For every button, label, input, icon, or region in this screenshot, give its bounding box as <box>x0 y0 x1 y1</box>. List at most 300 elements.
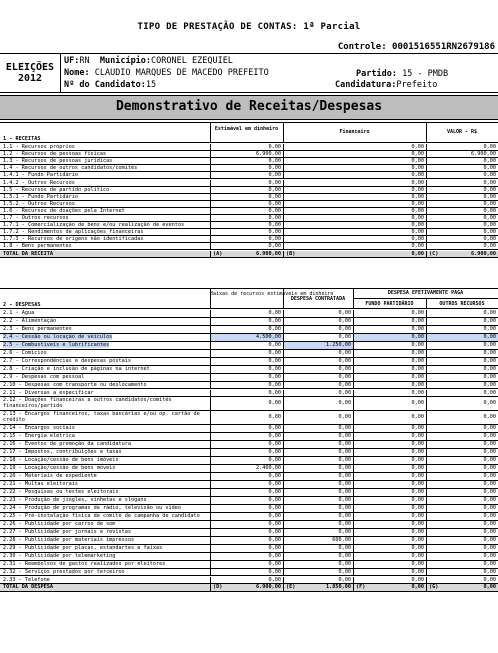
despesas-row <box>0 561 498 569</box>
row-label: 1.2 - Recursos de pessoas físicas <box>3 151 107 158</box>
row-value: 0,00 <box>426 334 498 341</box>
row-value: 0,00 <box>426 215 498 221</box>
row-label: 1.4 - Recursos de outros candidatos/comitês <box>3 165 138 172</box>
receitas-table <box>0 122 498 287</box>
despesas-row <box>0 545 498 553</box>
row-value: 0,00 <box>426 208 498 214</box>
row-label: 2.28 - Publicidade por materiais impressos <box>3 536 135 543</box>
row-value: 0,00 <box>353 473 426 480</box>
report-banner: Demonstrativo de Receitas/Despesas <box>0 95 498 120</box>
despesas-row <box>0 342 498 350</box>
row-value: 0,00 <box>210 243 283 249</box>
row-value: 0,00 <box>283 489 353 496</box>
row-value: 0,00 <box>210 229 283 235</box>
row-label: 2.3 - Bens permanentes <box>3 325 72 332</box>
row-value: 0,00 <box>353 449 426 456</box>
row-label: 2.7 - Correspondências e despesas postais <box>3 357 132 364</box>
row-value: 0,00 <box>283 201 426 207</box>
row-value: 0,00 <box>426 513 498 520</box>
row-value: 0,00 <box>426 457 498 464</box>
despesas-row <box>0 465 498 473</box>
row-value: 0,00 <box>210 366 283 373</box>
row-value: 0,00 <box>210 513 283 520</box>
row-label: 2.6 - Comícios <box>3 349 47 356</box>
row-value: 0,00 <box>210 397 283 410</box>
despesas-row <box>0 334 498 342</box>
despesas-row <box>0 577 498 585</box>
row-value: 0,00 <box>426 358 498 365</box>
row-value: 0,00 <box>426 449 498 456</box>
row-value: 0,00 <box>283 374 353 381</box>
row-label: 2.26 - Publicidade por carros de som <box>3 520 116 527</box>
despesas-header-col-divider <box>426 298 498 309</box>
row-value: 0,00 <box>426 390 498 397</box>
partido-value: 15 - PMDB <box>402 69 449 79</box>
row-value: 0,00 <box>283 425 353 432</box>
row-value: 0,00 <box>283 180 426 186</box>
row-label: 2.1 - Água <box>3 310 35 316</box>
despesas-row <box>0 457 498 465</box>
receitas-row <box>0 187 498 194</box>
row-value: 6.900,00 <box>426 151 498 157</box>
row-value: 0,00 <box>426 194 498 200</box>
despesas-row <box>0 382 498 390</box>
row-value: 0,00 <box>283 165 426 171</box>
nome-value: CLAUDIO MARQUES DE MACEDO PREFEITO <box>94 68 269 78</box>
row-value: 0,00 <box>210 326 283 333</box>
total-value: 6.900,00 (D) <box>210 584 283 590</box>
row-value: 0,00 <box>426 374 498 381</box>
row-value: 0,00 <box>283 433 353 440</box>
row-value: 0,00 <box>210 165 283 171</box>
row-label: 2.29 - Publicidade por placas, estandartes e faixas <box>3 544 163 551</box>
nome-label: Nome: <box>64 68 90 78</box>
municipio-value: CORONEL EZEQUIEL <box>151 56 233 66</box>
row-value: 0,00 <box>353 553 426 560</box>
row-value: 0,00 <box>210 236 283 242</box>
row-value: 0,00 <box>210 172 283 178</box>
row-value: 0,00 <box>283 382 353 389</box>
row-label: 2.27 - Publicidade por jornais e revistas <box>3 528 132 535</box>
control-label: Controle: <box>337 42 387 52</box>
col-fundo-header: FUNDO PARTIDÁRIO <box>365 301 414 307</box>
row-value: 0,00 <box>283 172 426 178</box>
despesas-header-col-divider <box>353 289 426 308</box>
numero-label: Nº do Candidato: <box>64 80 146 90</box>
row-value: 0,00 <box>210 449 283 456</box>
row-label: 1.5.1 - Fundo Partidário <box>3 193 78 200</box>
row-value: 6.900,00 <box>210 151 283 157</box>
row-label: 2.17 - Impostos, contribuições e taxas <box>3 449 122 456</box>
row-value: 0,00 <box>353 537 426 544</box>
row-value: 0,00 <box>426 545 498 552</box>
row-value: 0,00 <box>426 561 498 568</box>
row-value: 0,00 <box>426 310 498 317</box>
row-value: 0,00 <box>426 382 498 389</box>
row-value: 0,00 <box>210 180 283 186</box>
row-value: 0,00 <box>283 215 426 221</box>
row-label: 2.9 - Despesas com pessoal <box>3 373 85 380</box>
despesas-row <box>0 318 498 326</box>
row-value: 0,00 <box>210 441 283 448</box>
despesas-row <box>0 390 498 398</box>
total-marker: (F) <box>356 584 366 591</box>
row-value: 0,00 <box>283 553 353 560</box>
receitas-row <box>0 222 498 229</box>
row-value: 0,00 <box>210 194 283 200</box>
row-value: 0,00 <box>210 537 283 544</box>
row-value: 0,00 <box>353 358 426 365</box>
total-value: 0,00 (G) <box>426 584 498 590</box>
row-value: 0,00 <box>426 172 498 178</box>
uf-label: UF: <box>64 56 80 66</box>
row-value: 0,00 <box>353 521 426 528</box>
row-value: 0,00 <box>283 318 353 325</box>
row-value: 0,00 <box>210 433 283 440</box>
row-value: 0,00 <box>210 208 283 214</box>
uf-municipio-line <box>64 55 233 67</box>
despesas-row <box>0 425 498 433</box>
receitas-row <box>0 180 498 187</box>
despesas-row <box>0 411 498 425</box>
col-estimavel-header: Estimável em dinheiro <box>214 126 279 132</box>
row-value: 0,00 <box>353 545 426 552</box>
total-marker: (A) <box>213 250 223 257</box>
row-value: 0,00 <box>210 390 283 397</box>
receitas-section-title: 1 - RECEITAS <box>3 136 41 142</box>
total-value: 0,00 (B) <box>283 251 426 257</box>
row-value: 0,00 <box>353 457 426 464</box>
election-year: 2012 <box>17 73 43 84</box>
row-value: 0,00 <box>283 158 426 164</box>
row-value: 0,00 <box>210 553 283 560</box>
control-value: 0001516551RN2679186 <box>392 42 495 52</box>
row-value: 0,00 <box>426 397 498 410</box>
row-value: 0,00 <box>426 326 498 333</box>
row-label: 2.10 - Despesas com transporte ou deslocamento <box>3 381 147 388</box>
despesas-row <box>0 350 498 358</box>
total-label: TOTAL DA DESPESA <box>3 584 53 591</box>
row-value: 0,00 <box>210 201 283 207</box>
row-value: 0,00 <box>210 342 283 349</box>
despesas-row <box>0 513 498 521</box>
row-value: 0,00 <box>353 465 426 472</box>
row-label: 1.7.2 - Rendimentos de aplicações financeiras <box>3 229 144 236</box>
row-value: 0,00 <box>283 521 353 528</box>
row-value: 0,00 <box>283 151 426 157</box>
row-label: 1.6 - Recursos de doações pela Internet <box>3 207 125 214</box>
receitas-row <box>0 144 498 151</box>
row-value: 0,00 <box>353 529 426 536</box>
row-value: 0,00 <box>210 425 283 432</box>
row-value: 0,00 <box>353 561 426 568</box>
total-value: 0,00 (F) <box>353 584 426 590</box>
despesas-header-row <box>0 289 498 309</box>
despesas-row <box>0 326 498 334</box>
row-value: 0,00 <box>426 165 498 171</box>
row-label: 2.32 - Serviços prestados por terceiros <box>3 568 125 575</box>
row-value: 0,00 <box>426 537 498 544</box>
despesas-row <box>0 473 498 481</box>
row-value: 0,00 <box>283 326 353 333</box>
row-value: 0,00 <box>210 577 283 584</box>
row-value: 0,00 <box>210 505 283 512</box>
row-value: 0,00 <box>283 350 353 357</box>
despesas-row <box>0 366 498 374</box>
row-label: 2.11 - Diversas a especificar <box>3 389 94 396</box>
row-value: 0,00 <box>353 481 426 488</box>
row-value: 0,00 <box>426 180 498 186</box>
candidatura-value: Prefeito <box>396 80 438 90</box>
row-value: 0,00 <box>353 497 426 504</box>
receitas-row <box>0 158 498 165</box>
despesas-row <box>0 537 498 545</box>
row-value: 0,00 <box>426 433 498 440</box>
row-value: 0,00 <box>283 449 353 456</box>
row-value: 0,00 <box>283 577 353 584</box>
row-value: 0,00 <box>283 481 353 488</box>
despesas-row <box>0 481 498 489</box>
row-value: 0,00 <box>283 513 353 520</box>
numero-line <box>64 79 156 91</box>
control-number <box>338 42 495 52</box>
row-value: 0,00 <box>283 310 353 317</box>
row-value: 0,00 <box>426 465 498 472</box>
row-value: 0,00 <box>353 569 426 576</box>
partido-label: Partido: <box>356 69 397 79</box>
row-value: 0,00 <box>283 569 353 576</box>
receitas-total-row <box>0 251 498 258</box>
row-value: 0,00 <box>353 441 426 448</box>
candidate-header <box>0 53 498 93</box>
despesas-row <box>0 521 498 529</box>
row-value: 0,00 <box>283 208 426 214</box>
row-value: 0,00 <box>426 350 498 357</box>
row-label: 1.1 - Recursos próprios <box>3 144 75 150</box>
row-value: 0,00 <box>353 366 426 373</box>
row-value: 0,00 <box>210 318 283 325</box>
row-value: 0,00 <box>283 229 426 235</box>
row-label: 2.30 - Publicidade por telemarketing <box>3 552 116 559</box>
receitas-row <box>0 165 498 172</box>
total-value: 6.900,00 (C) <box>426 251 498 257</box>
election-label: ELEIÇÕES <box>5 62 55 73</box>
despesas-section-title: 2 - DESPESAS <box>3 302 41 308</box>
row-value: 1.250,00 <box>283 342 353 349</box>
row-value: 0,00 <box>353 350 426 357</box>
uf-value: RN <box>79 56 90 66</box>
row-value: 0,00 <box>210 187 283 193</box>
col-contratada-header: DESPESA CONTRATADA <box>290 296 346 302</box>
total-marker: (E) <box>286 584 296 591</box>
candidatura-line <box>335 79 437 91</box>
despesas-row <box>0 433 498 441</box>
row-label: 2.21 - Multas eleitorais <box>3 481 78 488</box>
row-value: 0,00 <box>353 334 426 341</box>
row-value: 0,00 <box>426 553 498 560</box>
row-value: 0,00 <box>426 144 498 150</box>
row-value: 0,00 <box>283 236 426 242</box>
receitas-row <box>0 151 498 158</box>
row-label: 2.8 - Criação e inclusão de páginas na internet <box>3 365 150 372</box>
row-value: 0,00 <box>283 473 353 480</box>
row-value: 0,00 <box>353 374 426 381</box>
despesas-row <box>0 397 498 411</box>
row-value: 0,00 <box>210 411 283 424</box>
row-label: 2.5 - Combustíveis e lubrificantes <box>3 341 110 348</box>
row-value: 0,00 <box>426 529 498 536</box>
row-label: 1.7.3 - Recursos de origens não identificadas <box>3 236 144 243</box>
receitas-header-row <box>0 123 498 143</box>
row-value: 0,00 <box>283 505 353 512</box>
receitas-row <box>0 194 498 201</box>
row-label: 2.16 - Eventos de promoção da candidatura <box>3 441 132 448</box>
row-label: 1.4.1 - Fundo Partidário <box>3 172 78 179</box>
row-value: 0,00 <box>426 222 498 228</box>
despesas-row <box>0 449 498 457</box>
row-value: 0,00 <box>426 229 498 235</box>
row-value: 0,00 <box>426 187 498 193</box>
row-label: 2.25 - Pré-instalação física de comitê de campanha de candidato <box>3 512 200 519</box>
row-value: 0,00 <box>283 144 426 150</box>
col-outros-header: OUTROS RECURSOS <box>439 301 485 307</box>
row-value: 0,00 <box>426 473 498 480</box>
row-label: 1.7 - Outros recursos <box>3 215 69 221</box>
despesas-header-col-divider <box>283 289 353 308</box>
row-value: 0,00 <box>283 457 353 464</box>
despesas-row <box>0 310 498 318</box>
despesas-row <box>0 441 498 449</box>
row-value: 0,00 <box>426 425 498 432</box>
col-financeiro-header: Financeiro <box>339 129 370 135</box>
receitas-row <box>0 201 498 208</box>
row-value: 0,00 <box>426 318 498 325</box>
row-value: 0,00 <box>283 334 353 341</box>
row-value: 0,00 <box>210 521 283 528</box>
row-value: 0,00 <box>426 411 498 424</box>
row-value: 0,00 <box>353 411 426 424</box>
row-value: 0,00 <box>283 194 426 200</box>
receitas-row <box>0 215 498 222</box>
row-value: 0,00 <box>283 222 426 228</box>
row-label: 2.24 - Produção de programas de rádio, televisão ou vídeo <box>3 504 182 511</box>
row-value: 600,00 <box>283 537 353 544</box>
row-label: 2.14 - Encargos sociais <box>3 425 75 432</box>
despesas-row <box>0 569 498 577</box>
despesas-row <box>0 553 498 561</box>
row-value: 0,00 <box>283 411 353 424</box>
row-value: 0,00 <box>353 425 426 432</box>
row-value: 0,00 <box>283 358 353 365</box>
row-value: 0,00 <box>426 505 498 512</box>
row-value: 0,00 <box>210 489 283 496</box>
row-label: 2.2 - Alimentação <box>3 317 57 324</box>
row-label: 2.19 - Locação/cessão de bens móveis <box>3 465 116 472</box>
row-value: 0,00 <box>210 374 283 381</box>
row-value: 0,00 <box>210 158 283 164</box>
receitas-header-col-divider <box>426 123 498 142</box>
row-value: 0,00 <box>210 215 283 221</box>
receitas-row <box>0 243 498 250</box>
despesas-row <box>0 358 498 366</box>
row-value: 0,00 <box>210 144 283 150</box>
row-label: 2.20 - Materiais de expediente <box>3 473 97 480</box>
row-label: 1.7.1 - Comercialização de bens e/ou realização de eventos <box>3 222 185 229</box>
row-value: 0,00 <box>426 366 498 373</box>
row-value: 0,00 <box>353 513 426 520</box>
row-value: 0,00 <box>210 473 283 480</box>
row-value: 0,00 <box>283 187 426 193</box>
row-value: 0,00 <box>353 397 426 410</box>
row-value: 0,00 <box>426 441 498 448</box>
row-value: 0,00 <box>426 569 498 576</box>
total-marker: (B) <box>286 250 296 257</box>
total-value: 1.850,00 (E) <box>283 584 353 590</box>
despesas-table <box>0 288 498 653</box>
despesas-row <box>0 489 498 497</box>
row-value: 0,00 <box>210 529 283 536</box>
row-value: 0,00 <box>353 318 426 325</box>
row-label: 2.12 - Doações financeiras a outros candidatos/comitês financeiros/partido <box>3 397 172 410</box>
row-value: 0,00 <box>426 577 498 584</box>
total-marker: (G) <box>429 584 439 591</box>
row-value: 4.500,00 <box>210 334 283 341</box>
col-paga-header: DESPESA EFETIVAMENTE PAGA <box>387 290 464 296</box>
total-value: 6.900,00 (A) <box>210 251 283 257</box>
row-value: 0,00 <box>426 201 498 207</box>
row-value: 0,00 <box>353 433 426 440</box>
total-marker: (D) <box>213 584 223 591</box>
receitas-row <box>0 172 498 179</box>
row-value: 0,00 <box>210 561 283 568</box>
row-label: 1.5 - Recursos de partido político <box>3 186 110 193</box>
row-label: 1.8 - Bens permanentes <box>3 243 72 250</box>
row-value: 0,00 <box>426 236 498 242</box>
candidatura-label: Candidatura: <box>335 80 397 90</box>
row-label: 1.5.2 - Outros Recursos <box>3 200 75 207</box>
receitas-row <box>0 208 498 215</box>
row-value: 0,00 <box>426 497 498 504</box>
receitas-header-col-divider <box>210 123 283 142</box>
row-value: 0,00 <box>210 222 283 228</box>
row-value: 0,00 <box>353 382 426 389</box>
row-label: 2.31 - Reembolsos de gastos realizados por eleitores <box>3 560 166 567</box>
nome-line <box>64 67 269 79</box>
despesas-total-row <box>0 584 498 591</box>
row-value: 0,00 <box>353 577 426 584</box>
row-value: 0,00 <box>426 481 498 488</box>
row-value: 0,00 <box>210 497 283 504</box>
row-value: 0,00 <box>210 545 283 552</box>
row-value: 0,00 <box>210 358 283 365</box>
row-value: 0,00 <box>210 481 283 488</box>
receitas-row <box>0 229 498 236</box>
election-box <box>0 54 61 92</box>
row-value: 0,00 <box>353 489 426 496</box>
row-value: 0,00 <box>426 243 498 249</box>
row-label: 2.18 - Locação/cessão de bens imóveis <box>3 457 119 464</box>
row-label: 2.33 - Telefone <box>3 576 50 583</box>
row-value: 0,00 <box>426 158 498 164</box>
row-label: 2.23 - Produção de jingles, vinhetas e slogans <box>3 497 147 503</box>
despesas-row <box>0 529 498 537</box>
col-valor-header: VALOR - R$ <box>446 129 478 135</box>
total-marker: (C) <box>429 250 439 257</box>
row-value: 0,00 <box>283 243 426 249</box>
row-value: 0,00 <box>283 529 353 536</box>
row-value: 0,00 <box>210 382 283 389</box>
row-value: 0,00 <box>426 489 498 496</box>
